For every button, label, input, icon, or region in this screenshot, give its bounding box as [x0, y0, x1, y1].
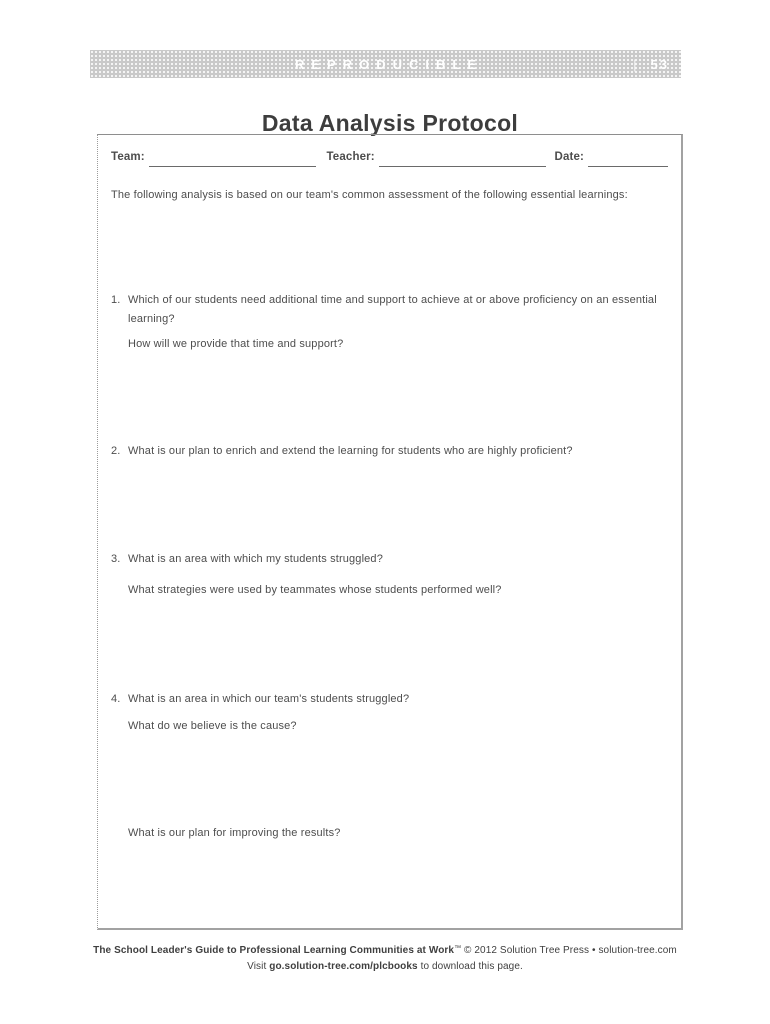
reproducible-header-bar [90, 50, 681, 78]
question-1-text: Which of our students need additional time and support to achieve at or above proficiency on an essential learning? [128, 294, 657, 325]
date-field-label: Date: [554, 151, 584, 163]
footer-visit-suffix: to download this page. [417, 960, 523, 972]
team-field-label: Team: [111, 151, 145, 163]
question-1 [111, 291, 668, 329]
footer-download-url: go.solution-tree.com/plcbooks [269, 960, 418, 972]
protocol-form-box [97, 134, 683, 930]
header-fields-row [111, 152, 668, 167]
footer-book-title: The School Leader's Guide to Professional Learning Communities at Work [93, 945, 455, 956]
question-2-number: 2. [111, 445, 121, 457]
footer-line-1 [0, 941, 770, 959]
page-number [633, 57, 669, 72]
question-4-text: What is an area in which our team's students struggled? [128, 693, 410, 705]
page-title: Data Analysis Protocol [261, 110, 519, 137]
team-fill-in-line [149, 155, 317, 167]
trademark-symbol: ™ [454, 945, 462, 952]
question-1-number: 1. [111, 294, 121, 306]
footer-visit-prefix: Visit [247, 960, 270, 972]
teacher-field-label: Teacher: [326, 151, 375, 163]
footer-credits [0, 941, 770, 974]
page-number-separator: | [633, 57, 639, 72]
footer-line-2 [0, 959, 770, 975]
question-1-followup: How will we provide that time and support? [128, 338, 344, 350]
question-4-followup-2: What is our plan for improving the results? [128, 827, 341, 839]
teacher-fill-in-line [379, 155, 547, 167]
reproducible-label: REPRODUCIBLE [294, 57, 483, 72]
footer-copyright: © 2012 Solution Tree Press • solution-tree.com [461, 945, 677, 956]
intro-text: The following analysis is based on our team's common assessment of the following essential learnings: [111, 189, 628, 201]
question-4-followup-1: What do we believe is the cause? [128, 720, 297, 732]
question-2 [111, 442, 668, 461]
question-4-number: 4. [111, 693, 121, 705]
question-3-text: What is an area with which my students struggled? [128, 553, 383, 565]
question-3-followup: What strategies were used by teammates whose students performed well? [128, 584, 502, 596]
question-2-text: What is our plan to enrich and extend the learning for students who are highly proficient? [128, 445, 573, 457]
page-number-value: 53 [650, 57, 669, 72]
question-3 [111, 550, 668, 569]
question-4 [111, 690, 668, 709]
question-3-number: 3. [111, 553, 121, 565]
date-fill-in-line [588, 155, 668, 167]
